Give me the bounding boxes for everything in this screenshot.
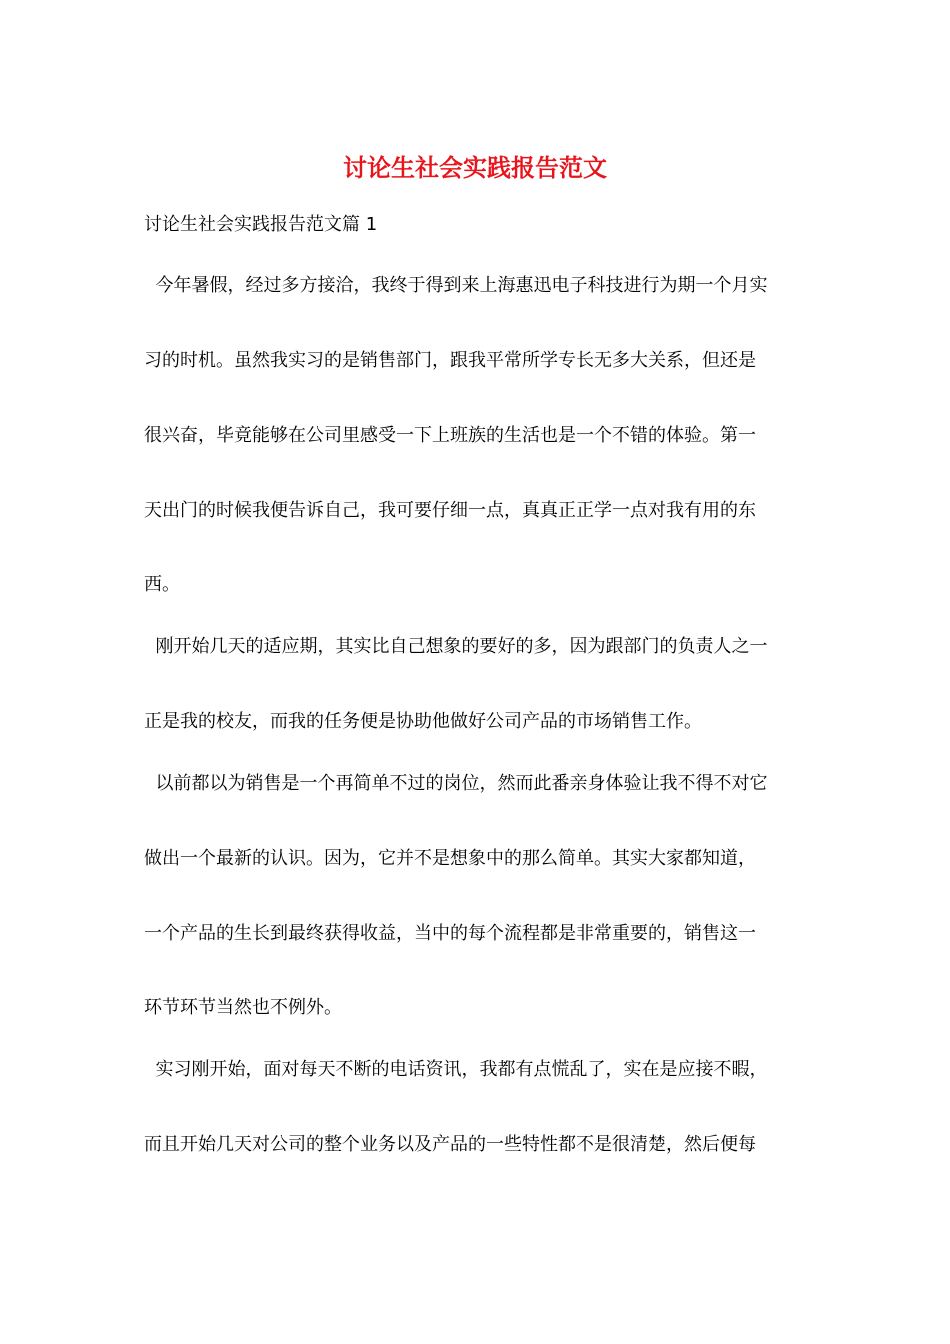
text-line: 西。: [144, 574, 180, 595]
text-line: 实习刚开始，面对每天不断的电话资讯，我都有点慌乱了，实在是应接不暇，: [144, 1059, 768, 1080]
text-line: 以前都以为销售是一个再简单不过的岗位，然而此番亲身体验让我不得不对它: [144, 773, 768, 794]
text-line: 环节环节当然也不例外。: [144, 997, 342, 1018]
text-line: 做出一个最新的认识。因为，它并不是想象中的那么简单。其实大家都知道，: [144, 848, 756, 869]
text-line: 很兴奋，毕竟能够在公司里感受一下上班族的生活也是一个不错的体验。第一: [144, 425, 756, 446]
section-heading: 讨论生社会实践报告范文篇 1: [144, 214, 378, 235]
text-line: 正是我的校友，而我的任务便是协助他做好公司产品的市场销售工作。: [144, 711, 702, 732]
document-title: 讨论生社会实践报告范文: [343, 153, 607, 182]
text-line: 刚开始几天的适应期，其实比自己想象的要好的多，因为跟部门的负责人之一: [144, 636, 768, 657]
text-line: 今年暑假，经过多方接洽，我终于得到来上海惠迅电子科技进行为期一个月实: [144, 275, 768, 296]
text-line: 一个产品的生长到最终获得收益，当中的每个流程都是非常重要的，销售这一: [144, 923, 756, 944]
text-line: 天出门的时候我便告诉自己，我可要仔细一点，真真正正学一点对我有用的东: [144, 500, 756, 521]
text-line: 而且开始几天对公司的整个业务以及产品的一些特性都不是很清楚，然后便每: [144, 1134, 756, 1155]
text-line: 习的时机。虽然我实习的是销售部门，跟我平常所学专长无多大关系，但还是: [144, 350, 756, 371]
